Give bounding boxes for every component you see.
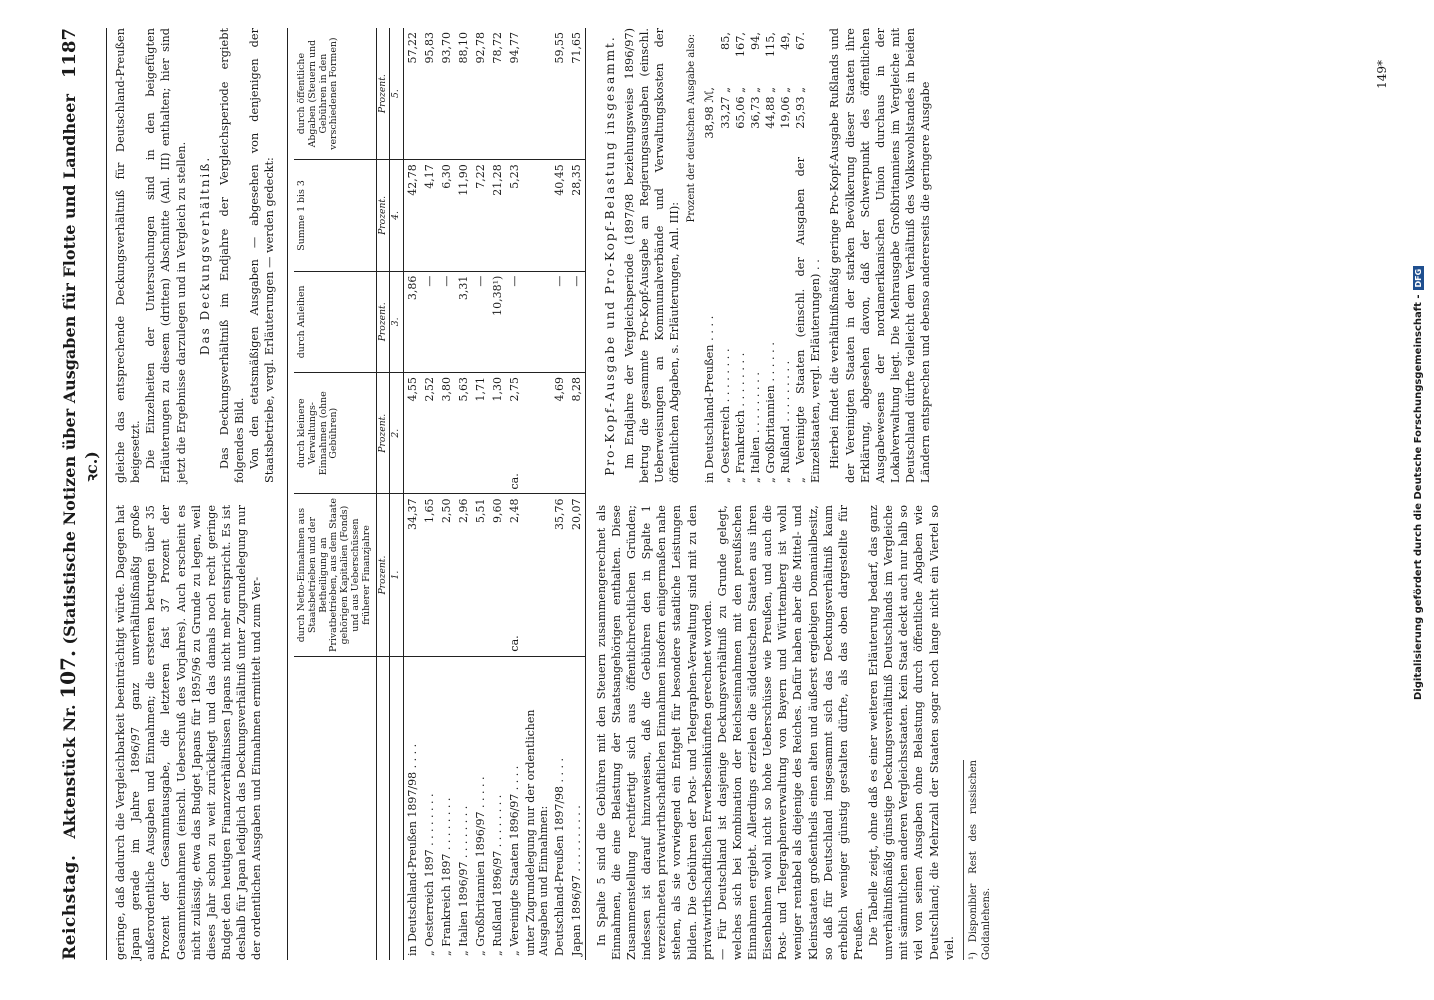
prokopf-list: [702, 28, 823, 483]
bottom-left-paragraph-1: In Spalte 5 sind die Gebühren mit den Steuern zusammengerechnet als Einnahmen, die eine Belastung der Staatsangehörigen enthalten. Diese Zusammenstellung rechtfertigt sich aus öffentlichrechtlichen Gründen; indessen ist darauf hinzuweisen, daß die Gebühren den in Spalte 1 verzeichneten privatwirthschaftlichen Einnahmen insofern einigermaßen nahe stehen, als sie vorwiegend ein Entgelt für besondere staatliche Leistungen bilden. Die Gebühren der Post- und Telegraphen-Verwaltung sind mit zu den privatwirthschaftlichen Erwerbseinkünften gerechnet worden.: [594, 505, 714, 960]
cell-col-2: [506, 372, 523, 494]
calc-percent-heading: Prozent der deutschen Ausgabe also:: [686, 34, 698, 223]
prokopf-value: 25,93 „: [794, 87, 808, 129]
prokopf-value: 38,98 ℳ,: [703, 87, 717, 139]
colnum-4: 4.: [390, 160, 404, 271]
cell-col-4: 11,90: [455, 160, 472, 271]
top-right-column: [113, 28, 283, 483]
page-number: 1187: [59, 28, 80, 79]
cell-col-1: [472, 494, 489, 656]
section-heading-prokopf: Pro-Kopf-Ausgabe und Pro-Kopf-Belastung insgesammt.: [602, 35, 617, 476]
cell-col-1: [403, 494, 421, 656]
empty-cell: [523, 372, 551, 494]
row-label: „ Oesterreich 1897 . . . . . . . .: [422, 793, 436, 956]
header-label: [294, 656, 376, 960]
circa-marker: ca.: [507, 473, 521, 490]
cell-col-3: —: [438, 271, 455, 372]
cell-col-2: [455, 372, 472, 494]
cell-col-5: 78,72: [489, 28, 506, 160]
prokopf-percent: 94,: [748, 32, 762, 50]
table-subheading-row: [523, 28, 551, 960]
row-label: Japan 1896/97 . . . . . . . . . .: [569, 805, 583, 956]
cell-col-2: [551, 372, 568, 494]
row-label: „ Rußland 1896/97 . . . . . . . .: [490, 794, 504, 956]
cell-col-2: [421, 372, 438, 494]
empty-cell: [523, 494, 551, 656]
cell-value: 1,71: [473, 376, 487, 402]
dfg-text: Digitalisierung gefördert durch die Deutsche Forschungsgemeinschaft -: [1412, 294, 1424, 700]
table-header-row: [294, 28, 376, 960]
header-col-4: Summe 1 bis 3: [294, 160, 376, 271]
cell-value: 2,75: [507, 376, 521, 402]
cell-col-3: 3,31: [455, 271, 472, 372]
prokopf-row: [778, 28, 793, 483]
cell-value: 2,52: [422, 376, 436, 402]
cell-col-2: [438, 372, 455, 494]
table-body: [403, 28, 585, 960]
cell-col-4: 42,78: [403, 160, 421, 271]
cell-col-4: 21,28: [489, 160, 506, 271]
table-row: [421, 28, 438, 960]
row-label: Deutschland-Preußen 1897/98 . . . .: [552, 757, 566, 956]
table-unit-row: [376, 28, 390, 960]
cell-col-2: [489, 372, 506, 494]
cell-col-5: 93,70: [438, 28, 455, 160]
cell-col-3: 10,38¹): [489, 271, 506, 372]
table-subheading: unter Zugrundelegung nur der ordentlichen Ausgaben und Einnahmen:: [523, 709, 550, 956]
unit-col-4: Prozent.: [376, 160, 390, 271]
prokopf-percent: 49,: [779, 32, 793, 50]
table-row: [455, 28, 472, 960]
cell-col-5: 71,65: [568, 28, 585, 160]
table-row: [506, 28, 523, 960]
prokopf-value: 65,06 „: [733, 87, 747, 129]
circa-marker: ca.: [507, 635, 521, 652]
cell-value: 3,80: [439, 376, 453, 402]
prokopf-row: [733, 28, 748, 483]
prokopf-country: „ Vereinigte Staaten (einschl. der Ausgaben der Einzelstaaten, vergl. Erläuterungen) . .: [794, 157, 823, 483]
bottom-left-paragraph-3: Die Tabelle zeigt, ohne daß es einer weiteren Erläuterung bedarf, das ganz unverhältnißmäßig günstige Deckungsverhältniß Deutschlands im Vergleiche mit sämmtlichen anderen Vergleichsstaaten. Kein Staat deckt auch nur halb so viel von seinen Ausgaben ohne Belastung durch öffentliche Abgaben wie Deutschland; die Mehrzahl der Staaten sogar noch lange nicht ein Viertel so viel.: [867, 505, 956, 960]
bottom-right-column: [594, 28, 994, 483]
colnum-2: 2.: [390, 372, 404, 494]
top-left-column: [113, 505, 283, 960]
header-col-2: durch kleinere Verwaltungs-Einnahmen (ohne Gebühren): [294, 372, 376, 494]
cell-value: 34,37: [405, 498, 419, 530]
cell-value: 20,07: [569, 498, 583, 530]
footnote: ¹) Disponibler Rest des russischen Goldanlehens.: [963, 760, 994, 960]
prokopf-value: 36,73 „: [748, 87, 762, 129]
unit-col-2: Prozent.: [376, 372, 390, 494]
unit-col-5: Prozent.: [376, 28, 390, 160]
cell-col-4: 5,23: [506, 160, 523, 271]
cell-value: 2,96: [456, 498, 470, 523]
cell-col-2: [403, 372, 421, 494]
cell-col-4: 6,30: [438, 160, 455, 271]
prokopf-country: „ Rußland . . . . . . . . .: [779, 360, 793, 483]
header-col-3: durch Anleihen: [294, 271, 376, 372]
table-row: [438, 28, 455, 960]
cell-value: 1,30: [490, 376, 504, 402]
cell-col-1: [421, 494, 438, 656]
deckung-paragraph-2: Von den etatsmäßigen Ausgaben — abgesehen von denjenigen der Staatsbetriebe, vergl. Erläuterungen — werden gedeckt:: [247, 28, 277, 483]
doc-number: 107.: [56, 650, 80, 699]
cell-value: 4,55: [405, 376, 419, 402]
prokopf-row: [718, 28, 733, 483]
prokopf-country: „ Großbritannien . . . . . .: [763, 342, 777, 483]
unit-label: [376, 656, 390, 960]
top-right-paragraph-1: gleiche das entsprechende Deckungsverhältniß für Deutschland-Preußen beigesetzt.: [114, 28, 143, 483]
bottom-left-column: [594, 505, 994, 960]
prokopf-country: „ Italien . . . . . . . . .: [748, 371, 762, 483]
top-text-columns: [113, 28, 288, 960]
cell-col-5: 88,10: [455, 28, 472, 160]
cell-col-3: —: [568, 271, 585, 372]
cell-col-5: 59,55: [551, 28, 568, 160]
cell-col-3: —: [421, 271, 438, 372]
header-col-5: durch öffentliche Abgaben (Steuern und Gebühren in den verschiedenen Formen): [294, 28, 376, 160]
cell-value: 8,28: [569, 376, 583, 402]
cell-col-1: [455, 494, 472, 656]
prokopf-percent: 67.: [794, 32, 808, 50]
cell-col-5: 94,77: [506, 28, 523, 160]
cell-value: 5,63: [456, 376, 470, 402]
cell-col-5: 95,83: [421, 28, 438, 160]
row-label: „ Italien 1896/97 . . . . . . . .: [456, 805, 470, 956]
colnum-5: 5.: [390, 28, 404, 160]
prokopf-percent: [702, 32, 717, 87]
row-label: in Deutschland-Preußen 1897/98 . . . .: [405, 743, 419, 956]
dfg-side-strip: [1408, 0, 1428, 1000]
cell-value: 9,60: [490, 498, 504, 523]
header-title-block: [56, 78, 102, 855]
prokopf-country: in Deutschland-Preußen . . . .: [703, 315, 717, 483]
cell-col-4: 28,35: [568, 160, 585, 271]
deckung-paragraph-1: Das Deckungsverhältniß im Endjahre der Vergleichsperiode ergiebt folgendes Bild.: [217, 28, 246, 483]
empty-cell: [523, 28, 551, 160]
cell-col-4: 7,22: [472, 160, 489, 271]
table-row: [472, 28, 489, 960]
cell-col-3: —: [472, 271, 489, 372]
cell-col-1: [551, 494, 568, 656]
cell-col-3: 3,86: [403, 271, 421, 372]
unit-col-1: Prozent.: [376, 494, 390, 656]
deckung-table: [294, 28, 585, 960]
header-col-1: durch Netto-Einnahmen aus Staatsbetrieben und der Betheiligung an Privatbetrieben, aus dem Staate gehörigen Kapitalien (Fonds) und aus Ueberschüssen früherer Finanzjahre: [294, 494, 376, 656]
row-label: „ Großbritannien 1896/97 . . . . .: [473, 776, 487, 956]
empty-cell: [523, 271, 551, 372]
table-row: [403, 28, 421, 960]
cell-col-4: 40,45: [551, 160, 568, 271]
prokopf-value: 33,27 „: [718, 87, 732, 129]
cell-col-2: [568, 372, 585, 494]
doc-title: (Statistische Notizen über Ausgaben für Flotte und Landheer ꝛc.): [60, 94, 101, 645]
section-heading-deckung: Das Deckungsverhältniß.: [197, 155, 212, 356]
colnum-3: 3.: [390, 271, 404, 372]
dfg-strip-inner: [1408, 0, 1428, 700]
prokopf-row: [748, 28, 763, 483]
prokopf-percent: 167,: [733, 32, 747, 58]
cell-value: 4,69: [552, 376, 566, 402]
prokopf-value: 19,06 „: [779, 87, 793, 129]
deckung-table-wrapper: [294, 28, 586, 960]
cell-value: 2,50: [439, 498, 453, 523]
row-label: „ Frankreich 1897 . . . . . . . .: [439, 797, 453, 956]
cell-col-1: [438, 494, 455, 656]
cell-col-5: 57,22: [403, 28, 421, 160]
prokopf-percent: 85,: [718, 32, 732, 50]
cell-value: 1,65: [422, 498, 436, 523]
colnum-1: 1.: [390, 494, 404, 656]
unit-col-3: Prozent.: [376, 271, 390, 372]
cell-col-3: —: [506, 271, 523, 372]
sheet-mark: 149*: [1375, 60, 1389, 89]
top-left-paragraph: geringe, daß dadurch die Vergleichbarkeit beeinträchtigt würde. Dagegen hat Japan gerade im Jahre 1896/97 ganz unverhältnißmäßig große außerordentliche Ausgaben und Einnahmen; die ersteren betrugen über 35 Prozent der Gesammtausgabe, die letzteren fast 37 Prozent der Gesammteinnahmen (einschl. Ueberschuß des Vorjahres). Auch erscheint es nicht zulässig, etwa das Budget Japans für 1895/96 zu Grunde zu legen, weil dieses Jahr schon zu weit zurückliegt und das damals noch recht geringe Budget den heutigen Finanzverhältnissen Japans nicht mehr entspricht. Es ist deshalb für Japan lediglich das Deckungsverhältniß unter Zugrundelegung nur der ordentlichen Ausgaben und Einnahmen ermittelt und zum Ver-: [114, 505, 264, 960]
cell-value: 5,51: [473, 498, 487, 523]
cell-col-4: 4,17: [421, 160, 438, 271]
table-row: [551, 28, 568, 960]
cell-col-1: [506, 494, 523, 656]
top-right-paragraph-2: Die Einzelheiten der Untersuchungen sind in den beigefügten Erläuterungen zu diesem (dritten) Abschnitte (Anl. III) enthalten; hier sind jetzt die Ergebnisse darzulegen und in Vergleich zu stellen.: [144, 28, 188, 483]
prokopf-row: [702, 28, 717, 483]
cell-col-1: [489, 494, 506, 656]
prokopf-country: „ Oesterreich . . . . . . . .: [718, 348, 732, 483]
prokopf-percent: 115,: [763, 32, 777, 58]
cell-col-1: [568, 494, 585, 656]
table-row: [568, 28, 585, 960]
colnum-label: [390, 656, 404, 960]
cell-value: 2,48: [507, 498, 521, 523]
cell-col-5: 92,78: [472, 28, 489, 160]
prokopf-row: [763, 28, 778, 483]
prokopf-closing-paragraph: Hierbei findet die verhältnißmäßig geringe Pro-Kopf-Ausgabe Rußlands und der Vereinigten Staaten in der starken Bevölkerung dieser Staaten ihre Erklärung, abgesehen davon, daß der Schwerpunkt des öffentlichen Ausgabewesens der nordamerikanischen Union durchaus in der Lokalverwaltung liegt. Die Mehrausgabe Großbritanniens im Vergleiche mit Deutschland dürfte vielleicht dem Verhältniß des Volkswohlstandes in beiden Ländern entsprechen und ebenso andererseits die geringere Ausgabe: [828, 28, 933, 483]
doc-prefix: Aktenstück Nr.: [60, 704, 79, 839]
header-reichstag: Reichstag.: [60, 854, 80, 960]
prokopf-country: „ Frankreich . . . . . . . .: [733, 352, 747, 483]
table-colnum-row: [390, 28, 404, 960]
bottom-text-columns: [594, 28, 994, 960]
prokopf-row: [793, 28, 823, 483]
cell-col-2: [472, 372, 489, 494]
cell-value: 35,76: [552, 498, 566, 530]
cell-col-3: —: [551, 271, 568, 372]
dfg-logo: DFG: [1413, 266, 1424, 291]
page-header: [56, 28, 107, 960]
row-label: „ Vereinigte Staaten 1896/97 . . . .: [507, 765, 521, 956]
prokopf-value: 44,88 „: [763, 87, 777, 129]
bottom-left-paragraph-2: — Für Deutschland ist dasjenige Deckungsverhältniß zu Grunde gelegt, welches sich bei Kombination der Reichseinnahmen mit den preußischen Einnahmen ergiebt. Allerdings erzielen die süddeutschen Staaten aus ihren Eisenbahnen wohl nicht so hohe Ueberschüsse wie Preußen, und auch die Post- und Telegraphenverwaltung von Bayern und Württemberg ist wohl weniger rentabel als diejenige des Reiches. Dafür haben aber die Mittel- und Kleinstaaten großentheils einen alten und äußerst ergiebigen Domanialbesitz, so daß für Deutschland insgesammt sich das Deckungsverhältniß kaum erheblich weniger günstig gestalten dürfte, als das oben dargestellte für Preußen.: [715, 505, 865, 960]
table-row: [489, 28, 506, 960]
prokopf-paragraph: Im Endjahre der Vergleichsperiode (1897/98 beziehungsweise 1896/97) betrug die gesammte Pro-Kopf-Ausgabe an Regierungsausgaben (einschl. Ueberweisungen an Kommunalverbände und Verwaltungskosten der öffentlichen Abgaben, s. Erläuterungen, Anl. III):: [622, 28, 682, 483]
empty-cell: [523, 160, 551, 271]
